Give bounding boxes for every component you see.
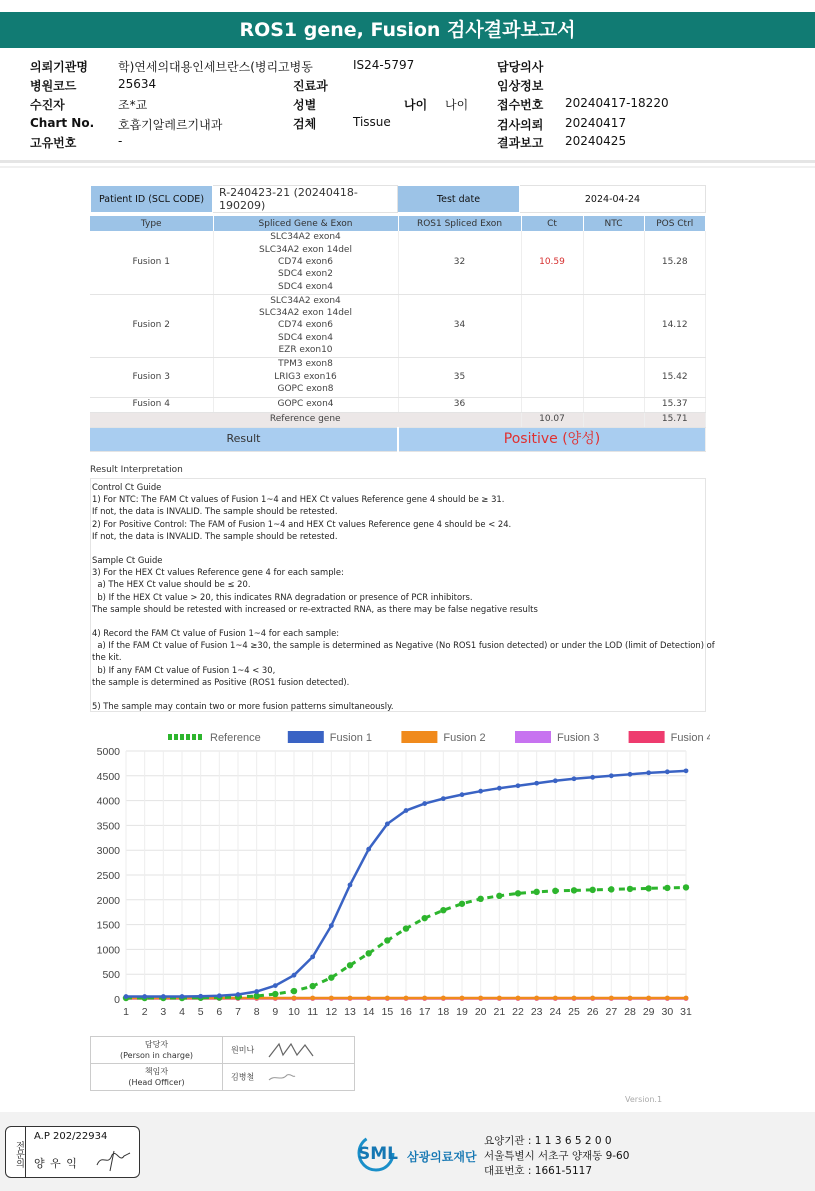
interpretation-line	[92, 688, 704, 700]
exon-cell: 35	[398, 357, 521, 397]
x-tick-label: 3	[160, 1006, 167, 1018]
pos-cell: 15.37	[644, 397, 706, 412]
phone-line: 대표번호 : 1661-5117	[484, 1165, 593, 1177]
interpretation-line: b) If any FAM Ct value of Fusion 1~4 < 30,	[92, 664, 276, 675]
x-tick-label: 28	[624, 1006, 636, 1018]
stamp-vertical-label: 전문의	[6, 1127, 26, 1177]
x-tick-label: 1	[123, 1006, 129, 1018]
unique-value: -	[118, 134, 123, 148]
data-point	[609, 773, 614, 778]
head-officer-name: 김병철	[231, 1072, 255, 1082]
ntc-cell	[583, 231, 644, 294]
signature-mark	[267, 1041, 317, 1059]
data-point	[328, 974, 334, 980]
col-header-type: Type	[90, 216, 213, 231]
type-cell: Fusion 3	[90, 357, 213, 397]
x-tick-label: 13	[344, 1006, 356, 1018]
y-tick-label: 2000	[96, 894, 120, 907]
x-tick-label: 18	[437, 1006, 450, 1018]
interpretation-line: 4) Record the FAM Ct value of Fusion 1~4 for each sample:	[92, 628, 340, 639]
x-tick-label: 27	[605, 1006, 618, 1018]
y-tick-label: 3500	[96, 820, 120, 833]
interpretation-line: the kit.	[92, 652, 122, 663]
data-point	[142, 994, 147, 999]
age-value: 나이	[445, 98, 469, 112]
person-in-charge-cell	[223, 1037, 355, 1064]
request-label: 검사의뢰	[497, 118, 544, 132]
data-point	[385, 822, 390, 827]
data-point	[571, 887, 577, 893]
gene-line: EZR exon10	[278, 345, 333, 356]
data-point	[365, 950, 371, 956]
type-cell: Fusion 1	[90, 231, 213, 294]
exon-cell: 32	[398, 231, 521, 294]
data-point	[497, 786, 502, 791]
x-tick-label: 29	[642, 1006, 655, 1018]
x-tick-label: 26	[586, 1006, 599, 1018]
department-label: 진료과	[293, 79, 328, 93]
data-point	[478, 996, 483, 1001]
pos-cell: 14.12	[644, 294, 706, 357]
data-point	[628, 772, 633, 777]
data-point	[404, 808, 409, 813]
data-point	[273, 983, 278, 988]
data-point	[347, 962, 353, 968]
sml-logo-text: SML	[358, 1144, 398, 1164]
col-header-pos: POS Ctrl	[644, 216, 706, 231]
report-value: 20240425	[565, 134, 627, 148]
interpretation-line: 2) For Positive Control: The FAM of Fusion 1~4 and HEX Ct values Reference gene 4 should be < 24.	[92, 518, 512, 529]
table-row	[90, 397, 706, 412]
ct-cell	[521, 294, 583, 357]
head-officer-cell	[223, 1064, 355, 1091]
data-point	[516, 783, 521, 788]
data-point	[684, 768, 689, 773]
data-point	[460, 792, 465, 797]
x-tick-label: 6	[216, 1006, 223, 1018]
gene-line: GOPC exon4	[277, 399, 334, 410]
data-point	[310, 954, 315, 959]
table-row	[90, 231, 706, 294]
legend-label: Fusion 2	[443, 732, 486, 744]
data-point	[477, 896, 483, 902]
data-point	[665, 769, 670, 774]
x-tick-label: 25	[568, 1006, 580, 1018]
gene-line: SLC34A2 exon 14del	[259, 307, 352, 318]
data-point	[161, 994, 166, 999]
interpretation-line: the sample is determined as Positive (ROS1 fusion detected).	[92, 676, 350, 687]
data-point	[553, 778, 558, 783]
data-point	[440, 907, 446, 913]
y-tick-label: 500	[102, 969, 120, 982]
gene-line: CD74 exon6	[278, 257, 333, 268]
data-point	[180, 994, 185, 999]
data-point	[665, 996, 670, 1001]
x-tick-label: 17	[418, 1006, 431, 1018]
x-tick-label: 19	[456, 1006, 468, 1018]
exon-cell: 36	[398, 397, 521, 412]
specimen-value: Tissue	[353, 115, 391, 129]
y-tick-label: 1500	[96, 919, 120, 932]
data-point	[441, 796, 446, 801]
age-label: 나이	[404, 98, 428, 112]
institution-label: 의뢰기관명	[30, 60, 88, 74]
exon-cell: 34	[398, 294, 521, 357]
data-point	[421, 915, 427, 921]
data-point	[292, 996, 297, 1001]
ct-cell	[521, 357, 583, 397]
col-header-exon: ROS1 Spliced Exon	[398, 216, 521, 231]
interpretation-line: a) The HEX Ct value should be ≤ 20.	[92, 579, 251, 590]
data-point	[291, 988, 297, 994]
legend-label: Fusion 1	[329, 732, 373, 744]
data-point	[422, 801, 427, 806]
data-point	[272, 991, 278, 997]
person-in-charge-name: 원미나	[231, 1045, 255, 1055]
data-point	[497, 996, 502, 1001]
data-point	[329, 923, 334, 928]
chart-label: Chart No.	[30, 116, 95, 130]
x-tick-label: 2	[141, 1006, 148, 1018]
data-point	[628, 996, 633, 1001]
unique-label: 고유번호	[30, 136, 77, 150]
data-point	[590, 996, 595, 1001]
genes-cell	[213, 231, 398, 294]
interpretation-line: 5) The sample may contain two or more fusion patterns simultaneously.	[92, 701, 394, 712]
patient-id-value: R-240423-21 (20240418-190209)	[213, 186, 398, 213]
patient-id-table	[90, 185, 706, 213]
data-point	[645, 885, 651, 891]
version-label: Version.1	[625, 1095, 663, 1104]
result-row	[90, 427, 706, 451]
sex-label: 성별	[293, 98, 317, 112]
interpretation-line: 3) For the HEX Ct values Reference gene 4 for each sample:	[92, 567, 344, 578]
data-point	[534, 996, 539, 1001]
data-point	[572, 996, 577, 1001]
data-point	[608, 886, 614, 892]
y-tick-label: 2500	[96, 870, 120, 882]
data-point	[459, 901, 465, 907]
gene-line: TPM3 exon8	[278, 359, 333, 370]
gene-line: SDC4 exon4	[278, 332, 333, 343]
doctor-label: 담당의사	[497, 60, 544, 74]
data-point	[124, 994, 129, 999]
ntc-cell	[583, 357, 644, 397]
gene-line: SLC34A2 exon4	[270, 295, 341, 306]
pos-cell: 15.42	[644, 357, 706, 397]
type-cell: Fusion 2	[90, 294, 213, 357]
report-label: 결과보고	[497, 136, 544, 150]
person-in-charge-label: 담당자 (Person in charge)	[91, 1037, 223, 1064]
data-point	[516, 996, 521, 1001]
report-title: ROS1 gene, Fusion 검사결과보고서	[0, 12, 815, 48]
stamp-signature	[94, 1147, 134, 1173]
data-point	[217, 993, 222, 998]
divider	[0, 166, 815, 168]
reference-label: Reference gene	[90, 412, 521, 427]
x-tick-label: 21	[493, 1006, 506, 1018]
data-point	[422, 996, 427, 1001]
x-tick-label: 20	[474, 1006, 487, 1018]
test-date-value: 2024-04-24	[520, 186, 706, 213]
clinical-info-label: 임상정보	[497, 79, 544, 93]
x-tick-label: 5	[197, 1006, 204, 1018]
x-tick-label: 11	[307, 1006, 319, 1018]
data-point	[609, 996, 614, 1001]
y-tick-label: 5000	[96, 746, 120, 758]
data-point	[589, 887, 595, 893]
result-value: Positive (양성)	[398, 427, 706, 451]
data-point	[627, 886, 633, 892]
amplification-chart	[80, 725, 710, 1025]
data-point	[684, 996, 689, 1001]
col-header-ct: Ct	[521, 216, 583, 231]
x-tick-label: 24	[549, 1006, 562, 1018]
agency-line: 요양기관 : 1 1 3 6 5 2 0 0	[484, 1135, 612, 1147]
reference-pos: 15.71	[644, 412, 706, 427]
data-point	[366, 847, 371, 852]
gene-line: SLC34A2 exon4	[270, 232, 341, 243]
data-point	[348, 996, 353, 1001]
table-row	[90, 294, 706, 357]
data-point	[515, 890, 521, 896]
data-point	[683, 884, 689, 890]
x-tick-label: 15	[381, 1006, 394, 1018]
receipt-no-value: 20240417-18220	[565, 96, 669, 110]
y-tick-label: 0	[114, 994, 120, 1006]
interpretation-title: Result Interpretation	[90, 465, 183, 475]
genes-cell	[213, 397, 398, 412]
legend-label: Fusion 4	[670, 732, 710, 744]
stamp-id: A.P 202/22934	[34, 1131, 108, 1142]
x-tick-label: 10	[288, 1006, 300, 1018]
data-point	[553, 996, 558, 1001]
x-tick-label: 7	[235, 1006, 241, 1018]
data-point	[366, 996, 371, 1001]
signature-table	[90, 1036, 355, 1091]
y-tick-label: 4500	[96, 770, 120, 783]
data-point	[533, 889, 539, 895]
interpretation-box	[90, 478, 715, 712]
data-point	[496, 893, 502, 899]
patient-label: 수진자	[30, 98, 65, 112]
test-date-label: Test date	[398, 186, 520, 213]
ntc-cell	[583, 294, 644, 357]
data-point	[310, 996, 315, 1001]
legend-swatch	[401, 731, 437, 743]
reference-ct: 10.07	[521, 412, 583, 427]
reference-row	[90, 412, 706, 427]
head-officer-label: 책임자 (Head Officer)	[91, 1064, 223, 1091]
interpretation-line: If not, the data is INVALID. The sample should be retested.	[92, 530, 338, 541]
hospital-code-value: 25634	[118, 77, 157, 91]
specimen-id: IS24-5797	[353, 58, 415, 72]
gene-line: GOPC exon8	[277, 384, 334, 395]
ct-cell: 10.59	[521, 231, 583, 294]
data-point	[309, 983, 315, 989]
data-point	[441, 996, 446, 1001]
y-tick-label: 4000	[96, 795, 120, 808]
x-tick-label: 23	[530, 1006, 543, 1018]
interpretation-line: If not, the data is INVALID. The sample should be retested.	[92, 506, 338, 517]
x-tick-label: 4	[179, 1006, 185, 1018]
reference-ntc	[583, 412, 644, 427]
data-point	[590, 775, 595, 780]
interpretation-line: b) If the HEX Ct value > 20, this indicates RNA degradation or presence of PCR inhibitors.	[92, 591, 473, 602]
legend-swatch	[288, 731, 324, 743]
x-tick-label: 30	[661, 1006, 674, 1018]
data-point	[236, 992, 241, 997]
fusion-table	[90, 216, 706, 452]
org-name: 삼광의료재단	[407, 1150, 477, 1164]
chart-value: 호흡기알레르기내과	[118, 118, 223, 132]
legend-swatch	[515, 731, 551, 743]
interpretation-line	[92, 542, 704, 554]
ntc-cell	[583, 397, 644, 412]
address-line: 서울특별시 서초구 양재동 9-60	[484, 1150, 630, 1162]
result-label: Result	[90, 427, 398, 451]
y-tick-label: 1000	[96, 944, 120, 957]
x-tick-label: 22	[512, 1006, 524, 1018]
stamp-name: 양 우 익	[34, 1157, 78, 1170]
col-header-genes: Spliced Gene & Exon	[213, 216, 398, 231]
specialist-stamp	[5, 1126, 140, 1178]
data-point	[254, 989, 259, 994]
interpretation-line: Control Ct Guide	[92, 482, 162, 492]
receipt-no-label: 접수번호	[497, 98, 544, 112]
gene-line: SDC4 exon2	[278, 269, 333, 280]
gene-line: CD74 exon6	[278, 320, 333, 331]
legend-label: Reference	[210, 732, 261, 744]
legend-label: Fusion 3	[557, 732, 600, 744]
x-tick-label: 12	[325, 1006, 338, 1018]
x-tick-label: 9	[272, 1006, 279, 1018]
ct-cell	[521, 397, 583, 412]
data-point	[664, 885, 670, 891]
gene-line: LRIG3 exon16	[274, 371, 337, 382]
x-tick-label: 8	[253, 1006, 260, 1018]
genes-cell	[213, 294, 398, 357]
specimen-label: 검체	[293, 117, 317, 131]
chart-svg	[80, 725, 710, 1025]
data-point	[534, 781, 539, 786]
data-point	[460, 996, 465, 1001]
patient-id-label: Patient ID (SCL CODE)	[91, 186, 213, 213]
data-point	[552, 888, 558, 894]
institution-value: 학)연세의대용인세브란스(병리고병동	[118, 60, 313, 74]
signature-mark	[267, 1070, 297, 1084]
legend-swatch	[629, 731, 665, 743]
x-tick-label: 16	[400, 1006, 412, 1018]
data-point	[478, 789, 483, 794]
data-point	[384, 937, 390, 943]
data-point	[404, 996, 409, 1001]
type-cell: Fusion 4	[90, 397, 213, 412]
interpretation-line: 1) For NTC: The FAM Ct values of Fusion 1~4 and HEX Ct values Reference gene 4 should be ≥ 31.	[92, 494, 505, 505]
interpretation-line: The sample should be retested with increased or re-extracted RNA, as there may be false negative results	[92, 603, 538, 614]
data-point	[403, 925, 409, 931]
data-point	[329, 996, 334, 1001]
genes-cell	[213, 357, 398, 397]
y-tick-label: 3000	[96, 845, 120, 858]
interpretation-line	[92, 615, 704, 627]
gene-line: SDC4 exon4	[278, 281, 333, 292]
data-point	[292, 973, 297, 978]
data-point	[385, 996, 390, 1001]
x-tick-label: 31	[680, 1006, 692, 1018]
pos-cell: 15.28	[644, 231, 706, 294]
divider	[0, 160, 815, 163]
request-value: 20240417	[565, 116, 627, 130]
col-header-ntc: NTC	[583, 216, 644, 231]
x-tick-label: 14	[362, 1006, 375, 1018]
patient-value: 조*교	[118, 98, 148, 112]
data-point	[572, 776, 577, 781]
data-point	[646, 996, 651, 1001]
data-point	[198, 994, 203, 999]
gene-line: SLC34A2 exon 14del	[259, 244, 352, 255]
data-point	[646, 770, 651, 775]
hospital-code-label: 병원코드	[30, 79, 77, 93]
interpretation-line: a) If the FAM Ct value of Fusion 1~4 ≥30, the sample is determined as Negative (No ROS1 fusion detected) or under the LOD (limit of Detection) of	[92, 640, 715, 651]
interpretation-line: Sample Ct Guide	[92, 555, 163, 566]
data-point	[348, 883, 353, 888]
table-row	[90, 357, 706, 397]
